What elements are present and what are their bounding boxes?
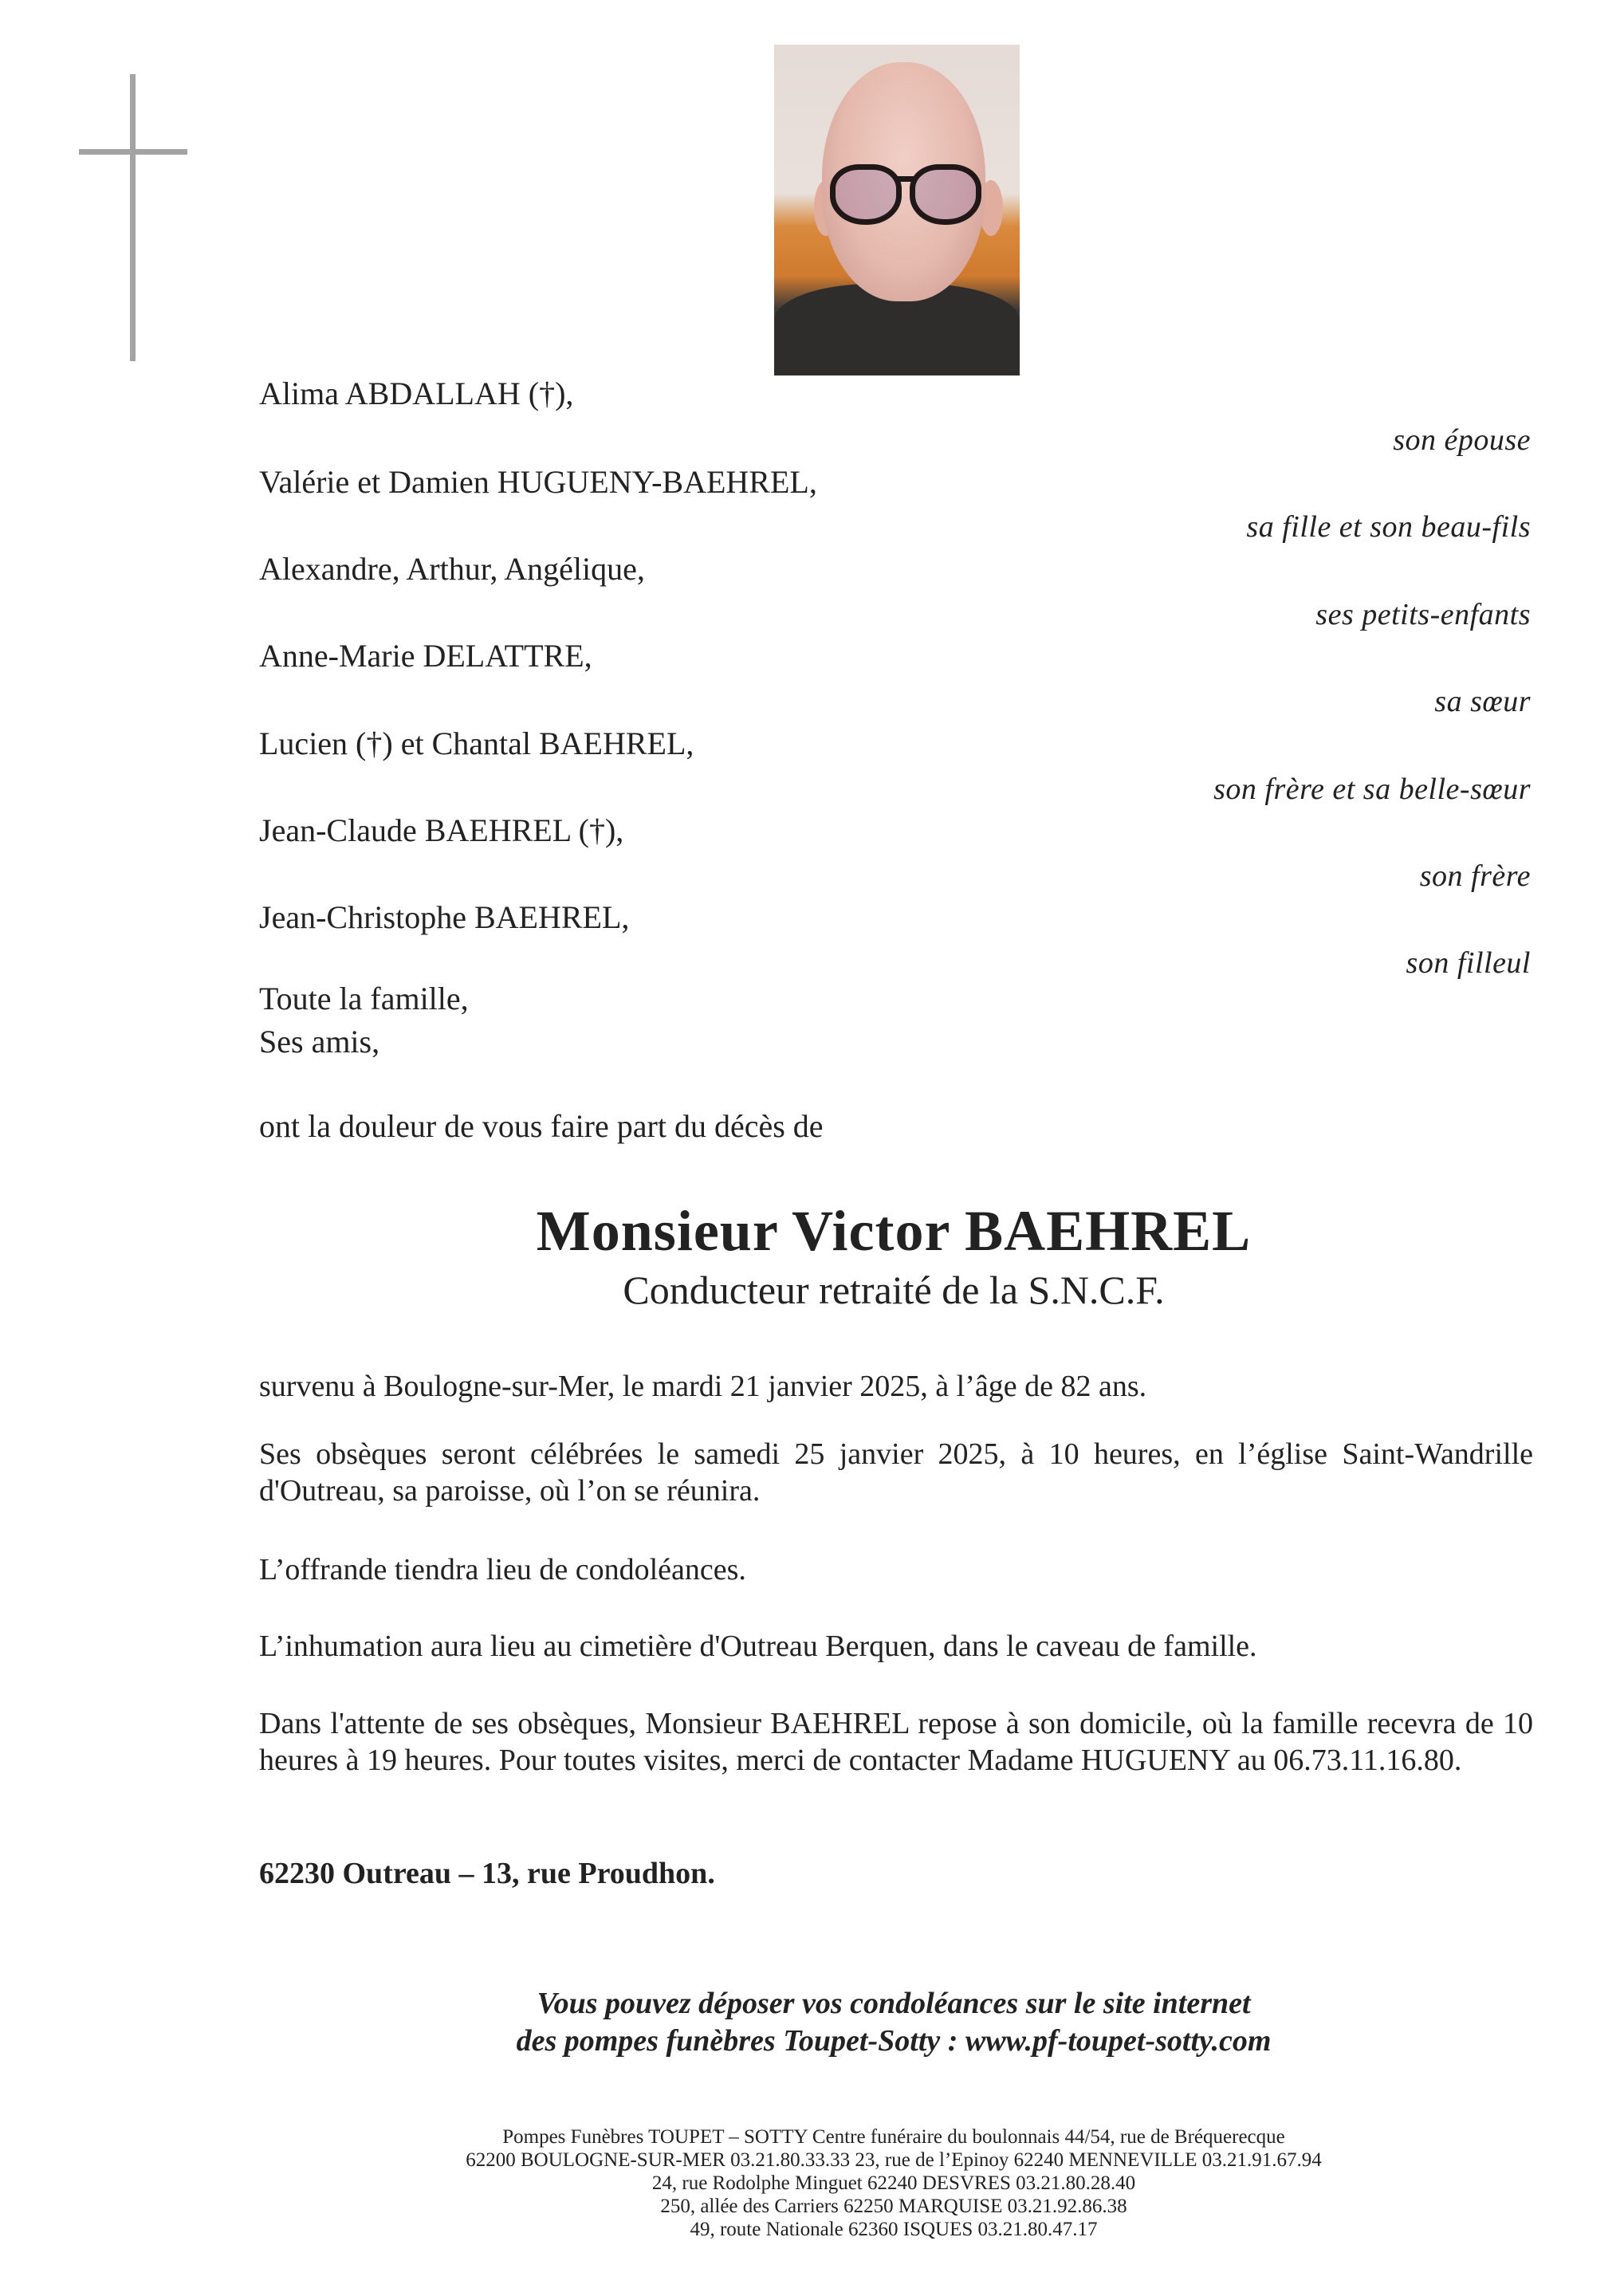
deceased-name: Monsieur Victor BAEHREL [536,1199,1252,1263]
family-member-name: Jean-Claude BAEHREL (†), [259,812,624,848]
family-relation: son frère et sa belle-sœur [1213,773,1531,806]
burial-details: L’inhumation aura lieu au cimetière d'Outreau Berquen, dans le caveau de famille. [259,1630,1257,1663]
family-member-name: Anne-Marie DELATTRE, [259,638,592,674]
family-relation: son filleul [1406,946,1531,980]
family-member-name: Valérie et Damien HUGUENY-BAEHREL, [259,464,817,500]
family-relation: son frère [1419,859,1531,893]
cross-vertical-bar [130,74,136,361]
family-relation: ses petits-enfants [1315,598,1531,631]
cross-horizontal-bar [79,149,187,155]
announcement-intro: ont la douleur de vous faire part du décès de [259,1108,824,1144]
family-member-name: Lucien (†) et Chantal BAEHREL, [259,725,694,761]
deceased-title: Conducteur retraité de la S.N.C.F. [623,1268,1165,1312]
family-member-name: Alexandre, Arthur, Angélique, [259,551,645,587]
photo-glasses-left [830,164,902,225]
footer-line: 62200 BOULOGNE-SUR-MER 03.21.80.33.33 23, rue de l’Epinoy 62240 MENNEVILLE 03.21.91.67.94 [466,2149,1322,2171]
offering-note: L’offrande tiendra lieu de condoléances. [259,1553,746,1586]
family-member-name: Jean-Christophe BAEHREL, [259,899,630,935]
funeral-home-footer [0,2125,1624,2241]
photo-glasses-right [910,164,981,225]
visit-details: Dans l'attente de ses obsèques, Monsieur BAEHREL repose à son domicile, où la famille recevra de 10 heures à 19 heures. Pour toutes visites, merci de contacter Madame HUGUENY au 06.73.11.16.80. [259,1707,1533,1777]
footer-line: 250, allée des Carriers 62250 MARQUISE 03.21.92.86.38 [660,2196,1127,2217]
family-relation: son épouse [1393,423,1531,457]
home-address: 62230 Outreau – 13, rue Proudhon. [259,1857,715,1890]
footer-line: 24, rue Rodolphe Minguet 62240 DESVRES 03.21.80.28.40 [651,2172,1136,2194]
footer-line: Pompes Funèbres TOUPET – SOTTY Centre funéraire du boulonnais 44/54, rue de Bréquerecque [502,2126,1285,2148]
others-friends: Ses amis, [259,1024,380,1060]
condolences-line-2: des pompes funèbres Toupet-Sotty : www.pf-toupet-sotty.com [516,2024,1272,2058]
condolences-line-1: Vous pouvez déposer vos condoléances sur le site internet [537,1987,1251,2020]
family-relation: sa fille et son beau-fils [1246,510,1531,544]
family-relation: sa sœur [1434,685,1531,718]
footer-line: 49, route Nationale 62360 ISQUES 03.21.80.47.17 [690,2219,1098,2240]
death-details: survenu à Boulogne-sur-Mer, le mardi 21 janvier 2025, à l’âge de 82 ans. [259,1370,1147,1403]
funeral-details: Ses obsèques seront célébrées le samedi 25 janvier 2025, à 10 heures, en l’église Saint-Wandrille d'Outreau, sa paroisse, où l’on se réunira. [259,1437,1533,1508]
portrait-photo [774,45,1020,375]
family-member-name: Alima ABDALLAH (†), [259,375,574,411]
others-family: Toute la famille, [259,981,469,1016]
photo-glasses-bridge [898,176,915,182]
